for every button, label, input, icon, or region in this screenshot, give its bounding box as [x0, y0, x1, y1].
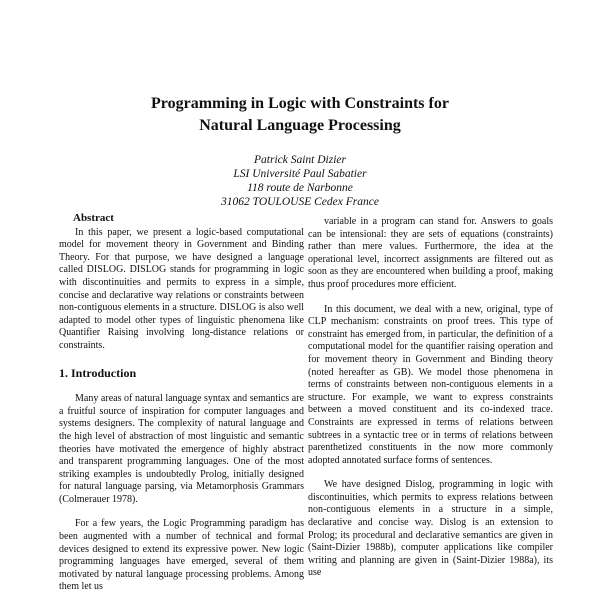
- intro-paragraph-1: Many areas of natural language syntax and semantics are a fruitful source of inspiration for computer languages and systems designers. The complexity of natural language and the high level of abstraction of most linguistic and semantic theories have motivated the emergence of highly abstract and transparent programming languages. One of the most striking examples is undoubtedly Prolog, initially designed for natural language parsing, via Metamorphosis Grammars (Colmerauer 1978).: [59, 393, 304, 505]
- left-column: [59, 212, 304, 594]
- author-address: 118 route de Narbonne: [247, 182, 353, 194]
- right-paragraph-3: We have designed Dislog, programming in logic with discontinuities, which permits to express relations between non-contiguous elements in a structure in a simple, declarative and concise way. Dislog is an extension to Prolog; its procedural and declarative semantics are given in (Saint-Dizier 1988b), computer applications like compiler writing and planning are given in (Saint-Dizier 1988a), its use: [308, 479, 553, 579]
- intro-paragraph-2: For a few years, the Logic Programming paradigm has been augmented with a number of technical and formal devices designed to extend its expressive power. New logic programming languages have emerged, several of them motivated by natural language processing problems. Among them let us: [59, 518, 304, 593]
- author-name: Patrick Saint Dizier: [254, 154, 346, 166]
- title-line-2: Natural Language Processing: [199, 117, 401, 134]
- right-paragraph-1: variable in a program can stand for. Answers to goals can be intensional: they are sets of equations (constraints) rather than mere values. Furthermore, the idea at the operational level, incorrect assignments are filtered out as soon as they are encountered when building a proof, making thus proof procedures more efficient.: [308, 216, 553, 290]
- author-city: 31062 TOULOUSE Cedex France: [221, 196, 379, 208]
- abstract-heading: Abstract: [73, 212, 114, 224]
- paper-title: [40, 93, 560, 137]
- right-paragraph-2: In this document, we deal with a new, original, type of CLP mechanism: constraints on proof trees. This type of constraint has emerged from, in particular, the definition of a computational model for the quantifier raising operation and for movement theory in Government and Binding theory (noted hereafter as GB). We model those phenomena in terms of constraints between non-contiguous elements in a structure. For example, we want to express constraints between a moved constituent and its co-indexed trace. Constraints are expressed in terms of relations between subtrees in a syntactic tree or in terms of relations between parenthetized constituents in the now more commonly adopted annotated surface forms of sentences.: [308, 303, 553, 466]
- introduction-heading: 1. Introduction: [59, 365, 137, 380]
- right-column: [308, 216, 553, 580]
- author-affiliation: LSI Université Paul Sabatier: [233, 168, 367, 180]
- abstract-text: In this paper, we present a logic-based computational model for movement theory in Government and Binding Theory. For that purpose, we have designed a language called DISLOG. DISLOG stands for programming in logic with discontinuities and permits to express in a simple, concise and declarative way relations or constraints between non-contiguous elements in a structure. DISLOG is also well adapted to model other types of linguistic phenomena like Quantifier Raising involving long-distance relations or constraints.: [59, 226, 304, 351]
- author-block: [140, 153, 460, 209]
- title-line-1: Programming in Logic with Constraints for: [151, 95, 449, 112]
